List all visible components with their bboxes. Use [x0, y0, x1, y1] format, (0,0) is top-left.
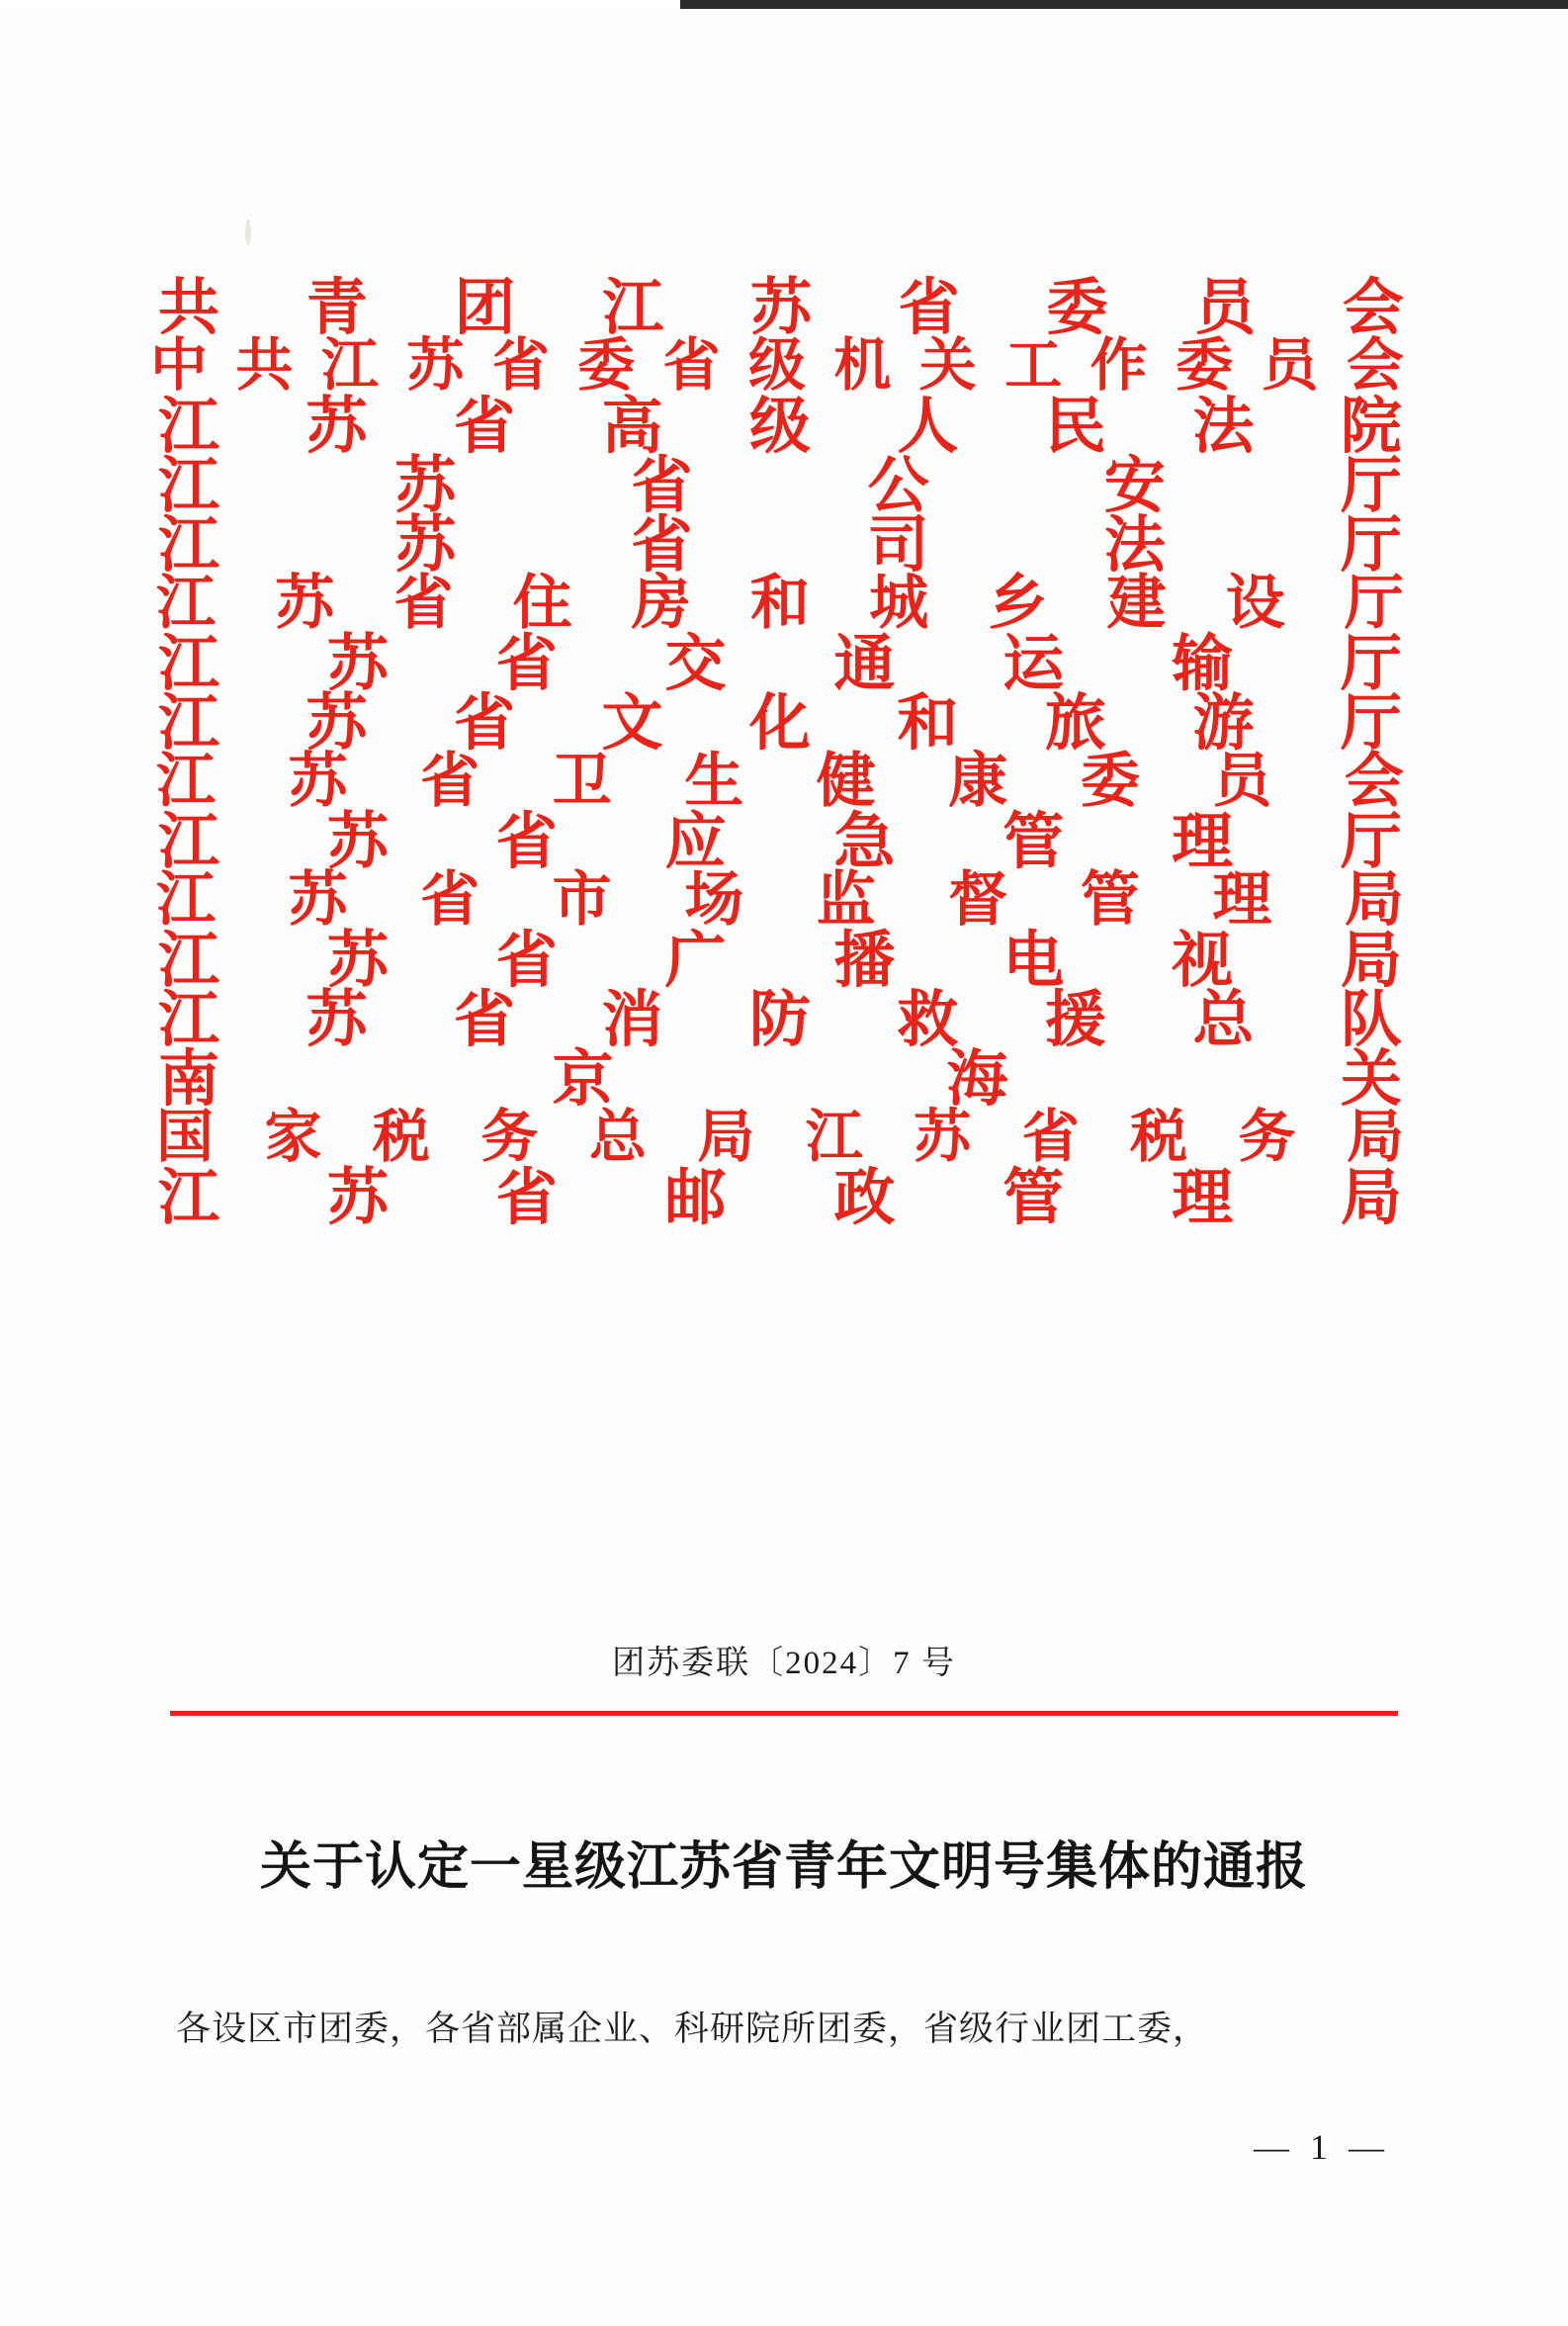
letterhead-char: 委 [1080, 747, 1140, 816]
letterhead-char: 南 [158, 1042, 220, 1115]
letterhead-char: 康 [948, 747, 1008, 816]
letterhead-line [158, 627, 1402, 699]
letterhead-char: 家 [264, 1103, 322, 1170]
letterhead-block [0, 271, 1568, 1233]
letterhead-char: 法 [1103, 508, 1166, 581]
letterhead-char: 局 [697, 1103, 755, 1170]
letterhead-char: 高 [601, 390, 663, 462]
letterhead-char: 苏 [305, 390, 368, 462]
letterhead-char: 电 [1002, 924, 1065, 996]
letterhead-line [156, 569, 1404, 638]
letterhead-char: 文 [601, 686, 663, 759]
letterhead-char: 城 [869, 569, 929, 638]
letterhead-char: 和 [749, 569, 810, 638]
letterhead-char: 团 [454, 271, 516, 343]
letterhead-char: 管 [1002, 1161, 1065, 1233]
letterhead-char: 管 [1080, 865, 1140, 935]
letterhead-char: 苏 [406, 331, 465, 399]
letterhead-line [156, 865, 1404, 935]
letterhead-char: 卫 [552, 747, 612, 816]
letterhead-char: 队 [1340, 983, 1402, 1055]
letterhead-char: 苏 [394, 508, 457, 581]
letterhead-char: 视 [1172, 924, 1234, 996]
letterhead-char: 司 [867, 508, 929, 581]
letterhead-char: 厅 [1340, 449, 1402, 521]
letterhead-char: 江 [158, 686, 220, 759]
scan-speck [245, 220, 251, 245]
letterhead-char: 生 [684, 747, 744, 816]
letterhead-char: 省 [453, 686, 515, 759]
letterhead-char: 总 [588, 1103, 647, 1170]
letterhead-char: 厅 [1344, 569, 1404, 638]
letterhead-char: 省 [495, 924, 558, 996]
letterhead-char: 急 [833, 805, 896, 877]
letterhead-char: 设 [1225, 569, 1285, 638]
letterhead-char: 江 [320, 331, 379, 399]
letterhead-char: 江 [158, 805, 220, 877]
document-title: 关于认定一星级江苏省青年文明号集体的通报 [259, 1836, 1308, 1897]
letterhead-char: 江 [158, 390, 220, 462]
letterhead-char: 苏 [914, 1103, 972, 1170]
letterhead-char: 国 [156, 1103, 215, 1170]
letterhead-char: 厅 [1340, 627, 1402, 699]
letterhead-char: 监 [816, 865, 876, 935]
letterhead-char: 院 [1340, 390, 1402, 462]
document-number: 团苏委联〔2024〕7 号 [612, 1646, 956, 1681]
letterhead-char: 省 [420, 865, 480, 935]
letterhead-char: 援 [1044, 983, 1106, 1055]
letterhead-char: 江 [158, 983, 220, 1055]
letterhead-char: 江 [805, 1103, 863, 1170]
letterhead-char: 住 [512, 569, 572, 638]
letterhead-char: 江 [158, 924, 220, 996]
letterhead-char: 省 [495, 805, 558, 877]
letterhead-char: 委 [1176, 331, 1234, 399]
letterhead-char: 员 [1261, 331, 1319, 399]
letterhead-char: 共 [235, 331, 294, 399]
letterhead-char: 苏 [394, 449, 457, 521]
letterhead-char: 苏 [288, 865, 348, 935]
letterhead-char: 江 [156, 569, 216, 638]
letterhead-line [156, 1103, 1404, 1170]
letterhead-char: 省 [453, 390, 515, 462]
letterhead-char: 员 [1194, 271, 1257, 343]
letterhead-char: 省 [898, 271, 960, 343]
letterhead-char: 广 [664, 924, 727, 996]
letterhead-char: 江 [158, 627, 220, 699]
letterhead-char: 青 [305, 271, 368, 343]
letterhead-char: 省 [495, 1161, 558, 1233]
letterhead-char: 委 [1046, 271, 1108, 343]
letterhead-char: 江 [156, 865, 216, 935]
letterhead-char: 工 [1004, 331, 1063, 399]
letterhead-line [158, 508, 1402, 581]
letterhead-char: 苏 [326, 1161, 389, 1233]
letterhead-char: 乡 [988, 569, 1048, 638]
letterhead-char: 省 [420, 747, 480, 816]
letterhead-char: 关 [1340, 1042, 1402, 1115]
letterhead-char: 务 [480, 1103, 539, 1170]
letterhead-char: 苏 [275, 569, 335, 638]
letterhead-char: 邮 [664, 1161, 727, 1233]
letterhead-char: 省 [393, 569, 454, 638]
letterhead-char: 民 [1044, 390, 1106, 462]
letterhead-line [158, 1161, 1402, 1233]
letterhead-char: 关 [918, 331, 977, 399]
letterhead-char: 省 [631, 508, 693, 581]
letterhead-char: 播 [833, 924, 896, 996]
letterhead-line [158, 805, 1402, 877]
letterhead-char: 苏 [326, 924, 389, 996]
page-number: — 1 — [1254, 2127, 1390, 2167]
letterhead-char: 省 [491, 331, 550, 399]
letterhead-char: 理 [1212, 865, 1272, 935]
letterhead-char: 防 [748, 983, 811, 1055]
letterhead-char: 机 [833, 331, 892, 399]
letterhead-line [158, 983, 1402, 1055]
letterhead-char: 级 [748, 390, 811, 462]
letterhead-line [158, 924, 1402, 996]
letterhead-char: 级 [747, 331, 806, 399]
letterhead-char: 健 [816, 747, 876, 816]
letterhead-char: 省 [631, 449, 693, 521]
letterhead-char: 督 [948, 865, 1008, 935]
letterhead-char: 省 [662, 331, 721, 399]
letterhead-char: 省 [495, 627, 558, 699]
letterhead-char: 海 [946, 1042, 1008, 1115]
letterhead-char: 苏 [326, 627, 389, 699]
letterhead-char: 公 [867, 449, 929, 521]
letterhead-line [158, 686, 1402, 759]
letterhead-char: 厅 [1340, 805, 1402, 877]
letterhead-char: 通 [833, 627, 896, 699]
letterhead-char: 化 [748, 686, 811, 759]
letterhead-char: 游 [1192, 686, 1255, 759]
letterhead-char: 应 [664, 805, 727, 877]
letterhead-char: 管 [1002, 805, 1065, 877]
letterhead-char: 京 [552, 1042, 614, 1115]
letterhead-char: 江 [158, 449, 220, 521]
letterhead-char: 理 [1172, 805, 1234, 877]
scan-edge-band [0, 0, 1568, 10]
letterhead-char: 安 [1103, 449, 1166, 521]
letterhead-char: 江 [156, 747, 216, 816]
letterhead-char: 苏 [305, 983, 368, 1055]
letterhead-char: 总 [1192, 983, 1255, 1055]
letterhead-char: 江 [158, 1161, 220, 1233]
letterhead-char: 省 [1021, 1103, 1080, 1170]
letterhead-char: 房 [631, 569, 691, 638]
letterhead-char: 旅 [1044, 686, 1106, 759]
body-paragraph: 各设区市团委，各省部属企业、科研院所团委，省级行业团工委， [176, 2010, 1209, 2048]
letterhead-char: 税 [1130, 1103, 1188, 1170]
letterhead-char: 省 [453, 983, 515, 1055]
letterhead-char: 局 [1340, 1161, 1402, 1233]
letterhead-line [156, 747, 1404, 816]
letterhead-char: 江 [602, 271, 664, 343]
letterhead-line [158, 390, 1402, 462]
letterhead-char: 税 [372, 1103, 430, 1170]
letterhead-char: 苏 [288, 747, 348, 816]
letterhead-char: 厅 [1340, 508, 1402, 581]
letterhead-char: 员 [1212, 747, 1272, 816]
letterhead-char: 和 [897, 686, 959, 759]
letterhead-char: 救 [897, 983, 959, 1055]
letterhead-char: 人 [897, 390, 959, 462]
letterhead-char: 会 [1344, 747, 1404, 816]
letterhead-char: 建 [1106, 569, 1167, 638]
letterhead-char: 理 [1172, 1161, 1234, 1233]
letterhead-char: 局 [1346, 1103, 1404, 1170]
letterhead-char: 交 [664, 627, 727, 699]
letterhead-char: 务 [1238, 1103, 1296, 1170]
letterhead-line [158, 449, 1402, 521]
letterhead-char: 苏 [305, 686, 368, 759]
letterhead-char: 会 [1342, 271, 1404, 343]
letterhead-char: 输 [1172, 627, 1234, 699]
letterhead-line [158, 271, 1404, 343]
letterhead-char: 消 [601, 983, 663, 1055]
scan-edge-dark-strip [680, 0, 1568, 9]
letterhead-char: 厅 [1340, 686, 1402, 759]
letterhead-char: 政 [833, 1161, 896, 1233]
letterhead-line [150, 331, 1404, 399]
letterhead-char: 市 [552, 865, 612, 935]
red-separator-rule [170, 1711, 1398, 1716]
letterhead-char: 苏 [749, 271, 812, 343]
letterhead-char: 法 [1192, 390, 1255, 462]
letterhead-char: 中 [150, 331, 209, 399]
letterhead-char: 作 [1089, 331, 1148, 399]
letterhead-char: 共 [158, 271, 220, 343]
letterhead-char: 局 [1340, 924, 1402, 996]
letterhead-char: 苏 [326, 805, 389, 877]
letterhead-char: 江 [158, 508, 220, 581]
letterhead-char: 委 [577, 331, 636, 399]
letterhead-char: 运 [1002, 627, 1065, 699]
letterhead-char: 场 [684, 865, 744, 935]
letterhead-line [158, 1042, 1402, 1115]
letterhead-char: 局 [1344, 865, 1404, 935]
letterhead-char: 会 [1346, 331, 1404, 399]
